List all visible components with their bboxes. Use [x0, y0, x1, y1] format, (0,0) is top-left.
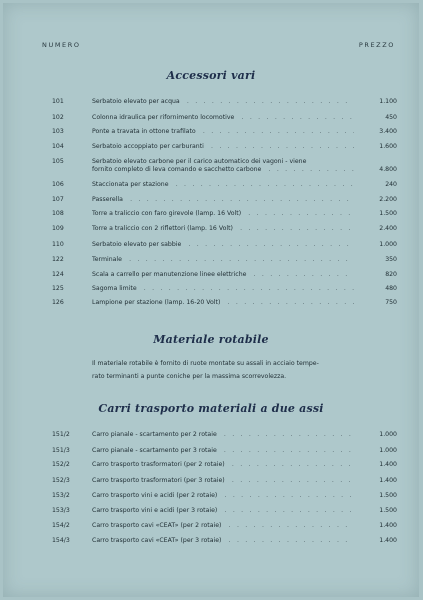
item-price: 480 [385, 285, 397, 292]
item-price: 1.400 [379, 477, 397, 484]
item-price: 1.500 [379, 210, 397, 217]
item-price: 240 [385, 181, 397, 188]
item-number: 151/3 [52, 447, 70, 454]
item-number: 125 [52, 285, 64, 292]
item-number: 124 [52, 271, 64, 278]
item-description: Carro trasporto trasformatori (per 3 rotaie) [92, 477, 228, 484]
item-description: Serbatoio elevato per sabbie [92, 241, 184, 248]
paragraph-line: Il materiale rotabile è fornito di ruote montate su assali in acciaio tempe- [92, 360, 319, 367]
item-number: 152/2 [52, 461, 70, 468]
item-price: 450 [385, 114, 397, 121]
item-description: Serbatoio accoppiato per carburanti [92, 143, 207, 150]
section-title-materiale: Materiale rotabile [153, 333, 269, 346]
item-number: 102 [52, 114, 64, 121]
item-number: 154/3 [52, 537, 70, 544]
item-description: Sagoma limite [92, 285, 140, 292]
item-description: Carro trasporto vini e acidi (per 3 rotaie) [92, 507, 220, 514]
item-price: 1.600 [379, 143, 397, 150]
item-description: Carro trasporto cavi «CEAT» (per 2 rotaie) [92, 522, 224, 529]
item-number: 122 [52, 256, 64, 263]
item-price: 1.000 [379, 431, 397, 438]
item-description: Colonna idraulica per rifornimento locomotive [92, 114, 237, 121]
item-description: Staccionata per stazione [92, 181, 172, 188]
item-number: 109 [52, 225, 64, 232]
item-description: Torre a traliccio con 2 riflettori (lamp. 16 Volt) [92, 225, 236, 232]
item-description: Ponte a travata in ottone trafilato [92, 128, 199, 135]
item-number: 126 [52, 299, 64, 306]
item-price: 750 [385, 299, 397, 306]
item-price: 2.400 [379, 225, 397, 232]
item-price: 1.100 [379, 98, 397, 105]
materiale-paragraph [92, 357, 372, 383]
item-price: 1.500 [379, 507, 397, 514]
item-price: 4.800 [379, 166, 397, 173]
item-description: Serbatoio elevato carbone per il carico automatico dei vagoni - viene [92, 158, 307, 165]
item-number: 153/2 [52, 492, 70, 499]
item-price: 3.400 [379, 128, 397, 135]
item-number: 101 [52, 98, 64, 105]
item-price: 820 [385, 271, 397, 278]
item-description: Carro trasporto vini e acidi (per 2 rotaie) [92, 492, 220, 499]
item-description: Carro pianale - scartamento per 3 rotaie [92, 447, 220, 454]
item-description: Serbatoio elevato per acqua [92, 98, 183, 105]
item-number: 153/3 [52, 507, 70, 514]
item-description: Scala a carrello per manutenzione linee elettriche [92, 271, 249, 278]
prezzo-header: PREZZO [358, 41, 395, 49]
numero-header: NUMERO [42, 41, 81, 49]
item-description: Passerella [92, 196, 126, 203]
section-title-carri: Carri trasporto materiali a due assi [98, 402, 324, 415]
item-number: 103 [52, 128, 64, 135]
item-number: 107 [52, 196, 64, 203]
item-description: Terminale [92, 256, 125, 263]
item-price: 2.200 [379, 196, 397, 203]
item-description: Torre a traliccio con faro girevole (lamp. 16 Volt) [92, 210, 244, 217]
item-number: 154/2 [52, 522, 70, 529]
catalog-page [3, 3, 419, 597]
section-title-accessori: Accessori vari [166, 69, 256, 82]
item-number: 105 [52, 158, 64, 165]
item-number: 110 [52, 241, 64, 248]
item-price: 1.400 [379, 537, 397, 544]
paragraph-line: rato terminanti a punte coniche per la massima scorrevolezza. [92, 373, 287, 380]
item-number: 152/3 [52, 477, 70, 484]
item-description: Carro trasporto cavi «CEAT» (per 3 rotaie) [92, 537, 224, 544]
item-price: 1.400 [379, 461, 397, 468]
item-price: 1.000 [379, 241, 397, 248]
item-description: Carro pianale - scartamento per 2 rotaie [92, 431, 220, 438]
item-description: Lampione per stazione (lamp. 16-20 Volt) [92, 299, 223, 306]
item-price: 350 [385, 256, 397, 263]
item-number: 108 [52, 210, 64, 217]
item-description: Carro trasporto trasformatori (per 2 rotaie) [92, 461, 228, 468]
item-description-cont: fornito completo di leva comando e sacchetto carbone [92, 166, 264, 173]
item-number: 151/2 [52, 431, 70, 438]
item-price: 1.400 [379, 522, 397, 529]
item-number: 106 [52, 181, 64, 188]
item-price: 1.500 [379, 492, 397, 499]
item-number: 104 [52, 143, 64, 150]
item-price: 1.000 [379, 447, 397, 454]
